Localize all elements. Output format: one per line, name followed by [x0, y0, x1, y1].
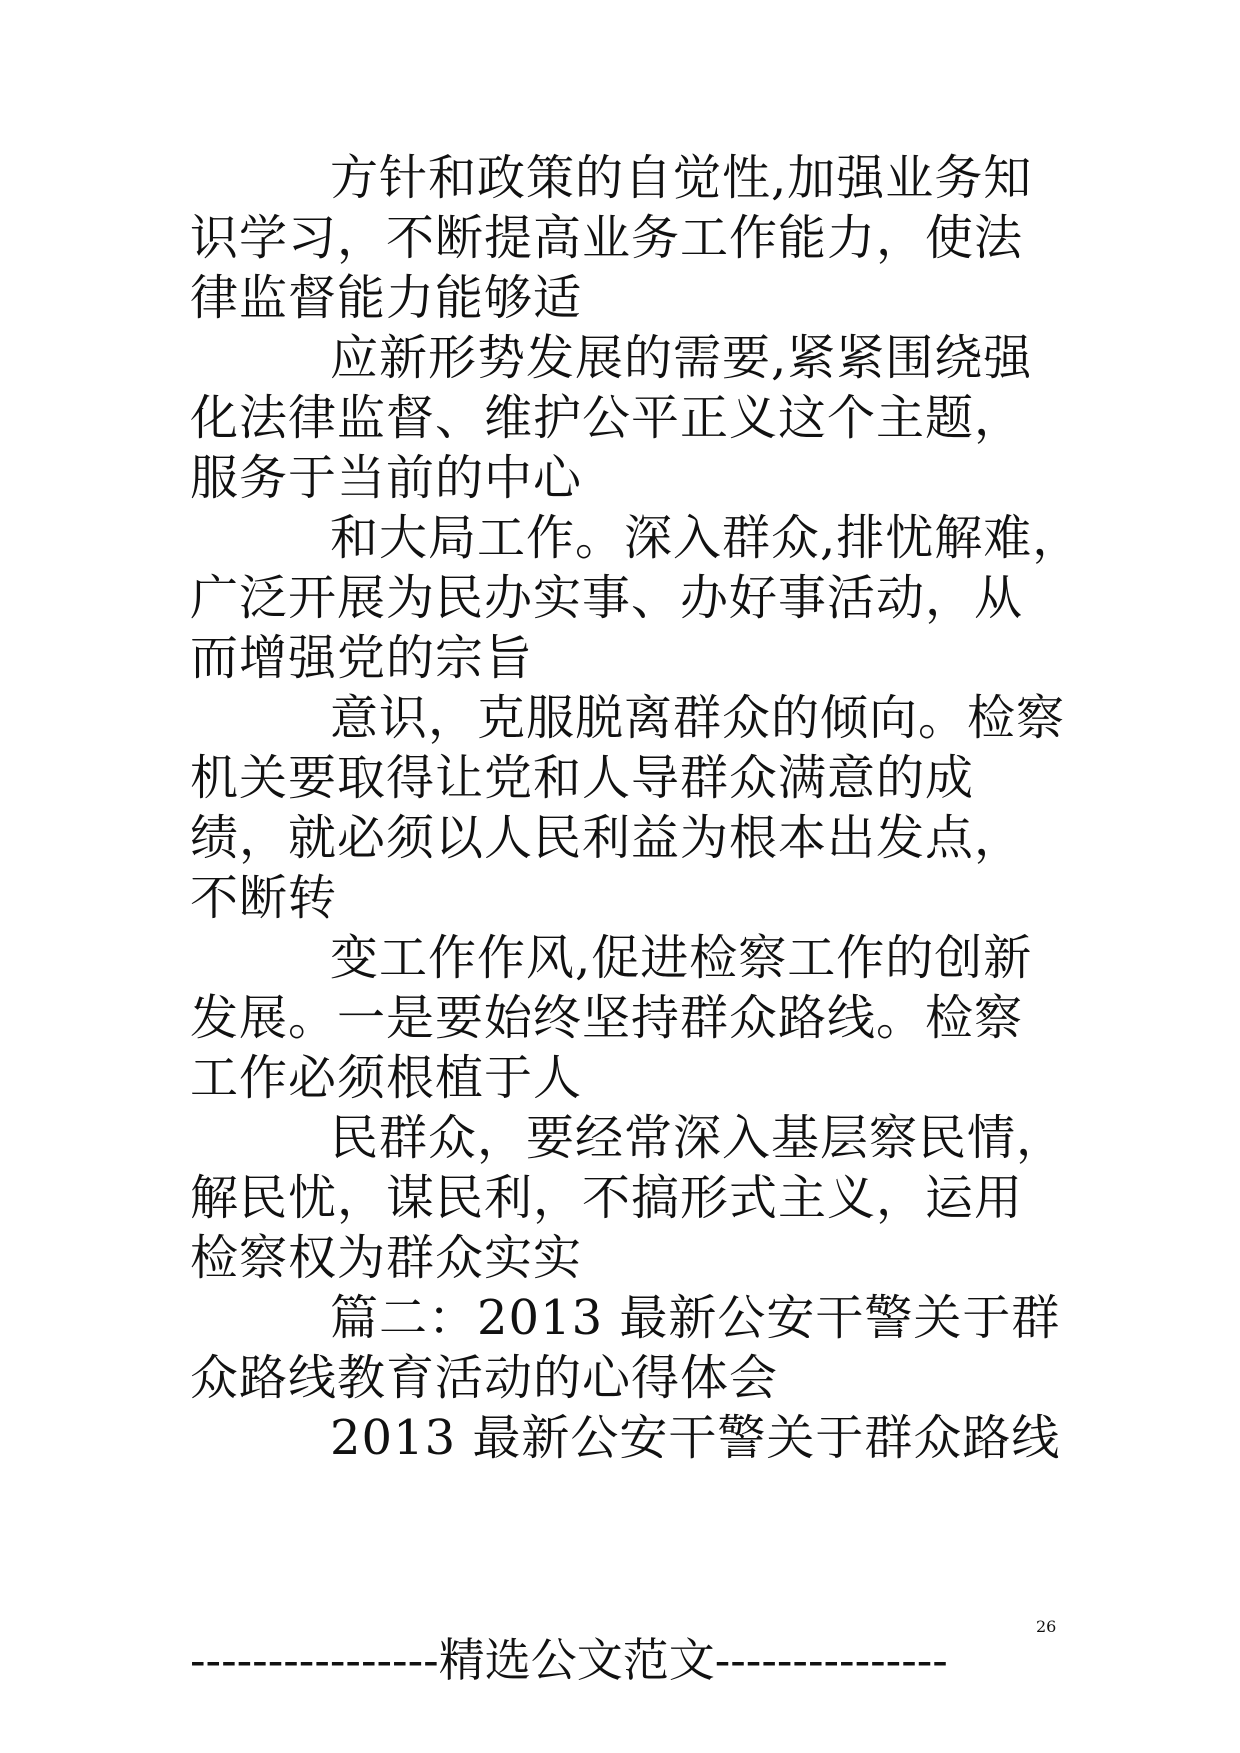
text-line: 化法律监督、维护公平正义这个主题，	[190, 390, 1024, 446]
text-line: 变工作作风,促进检察工作的创新	[330, 930, 1033, 986]
text-line: 机关要取得让党和人导群众满意的成	[190, 750, 975, 806]
text-line: 识学习，不断提高业务工作能力，使法	[190, 210, 1024, 266]
text-line: 服务于当前的中心	[190, 450, 583, 506]
text-line: 篇二：2013 最新公安干警关于群	[330, 1290, 1061, 1346]
text-line: 广泛开展为民办实事、办好事活动，从	[190, 570, 1024, 626]
footer-banner: ----------------精选公文范文---------------	[190, 1633, 948, 1687]
section-heading	[190, 1288, 1060, 1408]
page-number: 26	[1036, 1617, 1057, 1636]
paragraph	[190, 328, 1060, 508]
text-line: 方针和政策的自觉性,加强业务知	[330, 150, 1033, 206]
paragraph	[190, 688, 1066, 928]
text-line: 而增强党的宗旨	[190, 630, 534, 686]
text-line: 民群众，要经常深入基层察民情，	[330, 1110, 1066, 1166]
paragraph	[190, 508, 1082, 688]
text-line: 律监督能力能够适	[190, 270, 583, 326]
paragraph	[190, 928, 1060, 1108]
text-line: 不断转	[190, 870, 338, 926]
text-line: 检察权为群众实实	[190, 1230, 583, 1286]
body-text	[190, 148, 1082, 1468]
text-line: 应新形势发展的需要,紧紧围绕强	[330, 330, 1033, 386]
text-line: 解民忧，谋民利，不搞形式主义，运用	[190, 1170, 1024, 1226]
text-line: 工作必须根植于人	[190, 1050, 583, 1106]
text-line: 绩，就必须以人民利益为根本出发点，	[190, 810, 1024, 866]
paragraph	[190, 148, 1060, 328]
paragraph	[190, 1108, 1066, 1288]
text-line: 众路线教育活动的心得体会	[190, 1350, 779, 1406]
text-line: 发展。一是要始终坚持群众路线。检察	[190, 990, 1024, 1046]
text-line: 意识，克服脱离群众的倾向。检察	[330, 690, 1066, 746]
paragraph	[190, 1408, 1060, 1468]
text-line: 2013 最新公安干警关于群众路线	[330, 1410, 1061, 1466]
text-line: 和大局工作。深入群众,排忧解难，	[330, 510, 1082, 566]
